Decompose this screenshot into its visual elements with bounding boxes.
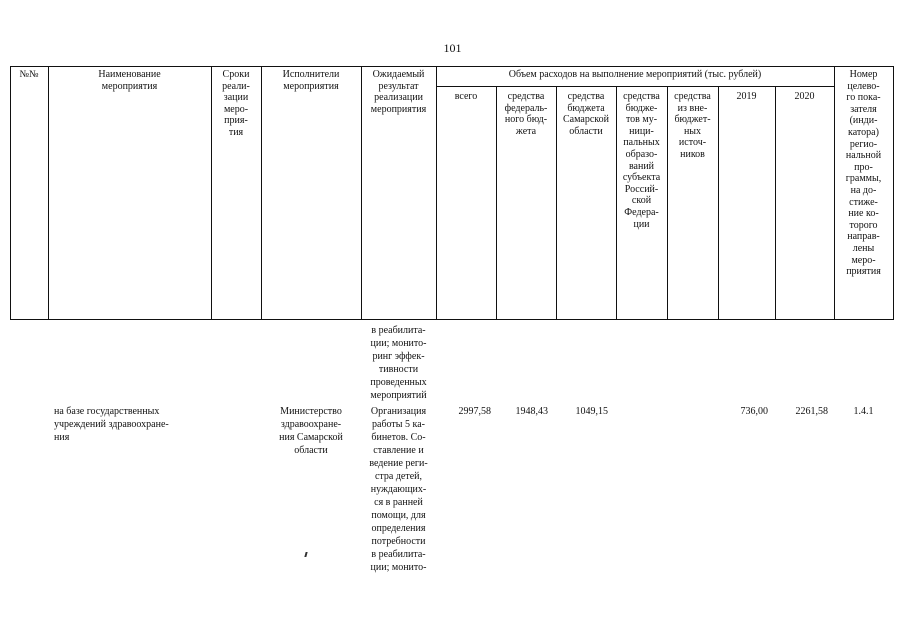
table-top-border — [10, 66, 893, 67]
col-border-5 — [436, 66, 437, 320]
header-expected-result: Ожидаемый результат реализации мероприятия — [370, 69, 427, 115]
indicator-value: 1.4.1 — [853, 406, 874, 417]
col-border-10 — [718, 86, 719, 320]
regional-value: 1049,15 — [575, 406, 608, 417]
col-border-1 — [48, 66, 49, 320]
header-total: всего — [454, 91, 478, 102]
col-border-11 — [775, 86, 776, 320]
col-border-0 — [10, 66, 11, 320]
col-border-3 — [261, 66, 262, 320]
header-year-2020: 2020 — [794, 91, 815, 102]
header-number: №№ — [19, 69, 39, 80]
header-federal-budget: средства федераль- ного бюд- жета — [504, 91, 548, 137]
header-terms: Сроки реали- зации меро- прия- тия — [222, 69, 250, 138]
expected-result-cell: Организация работы 5 ка- бинетов. Со- ставление и ведение реги- стра детей, нуждающих- ся в ранней помощи, для определения потребности в реабилита- ции; монито- — [369, 406, 428, 573]
header-bottom-border — [10, 319, 893, 320]
header-executors: Исполнители мероприятия — [282, 69, 340, 92]
header-activity-name: Наименование мероприятия — [98, 69, 161, 92]
year-2020-value: 2261,58 — [795, 406, 828, 417]
activity-name-cell: на базе государственных учреждений здравоохране- ния — [54, 406, 169, 443]
page-number: 101 — [443, 41, 462, 55]
col-border-13 — [893, 66, 894, 320]
expected-result-continued: в реабилита- ции; монито- ринг эффек- тивности проведенных мероприятий — [370, 325, 427, 401]
year-2019-value: 736,00 — [740, 406, 768, 417]
header-year-2019: 2019 — [736, 91, 757, 102]
header-extrabudgetary: средства из вне- бюджет- ных источ- ников — [674, 91, 711, 160]
federal-value: 1948,43 — [515, 406, 548, 417]
header-indicator-number: Номер целево- го пока- зателя (инди- катора) регио- нальной про- граммы, на до- стиже- ние ко- торого направ- лены меро- приятия — [845, 69, 882, 278]
header-expenses-group: Объем расходов на выполнение мероприятий (тыс. рублей) — [508, 69, 762, 80]
total-value: 2997,58 — [458, 406, 491, 417]
header-regional-budget: средства бюджета Самарской области — [563, 91, 609, 137]
executor-cell: Министерство здравоохране- ния Самарской области — [279, 406, 343, 456]
header-municipal-budget: средства бюдже- тов му- ници- пальных образо- ваний субъекта Россий- ской Федера- ции — [622, 91, 661, 230]
